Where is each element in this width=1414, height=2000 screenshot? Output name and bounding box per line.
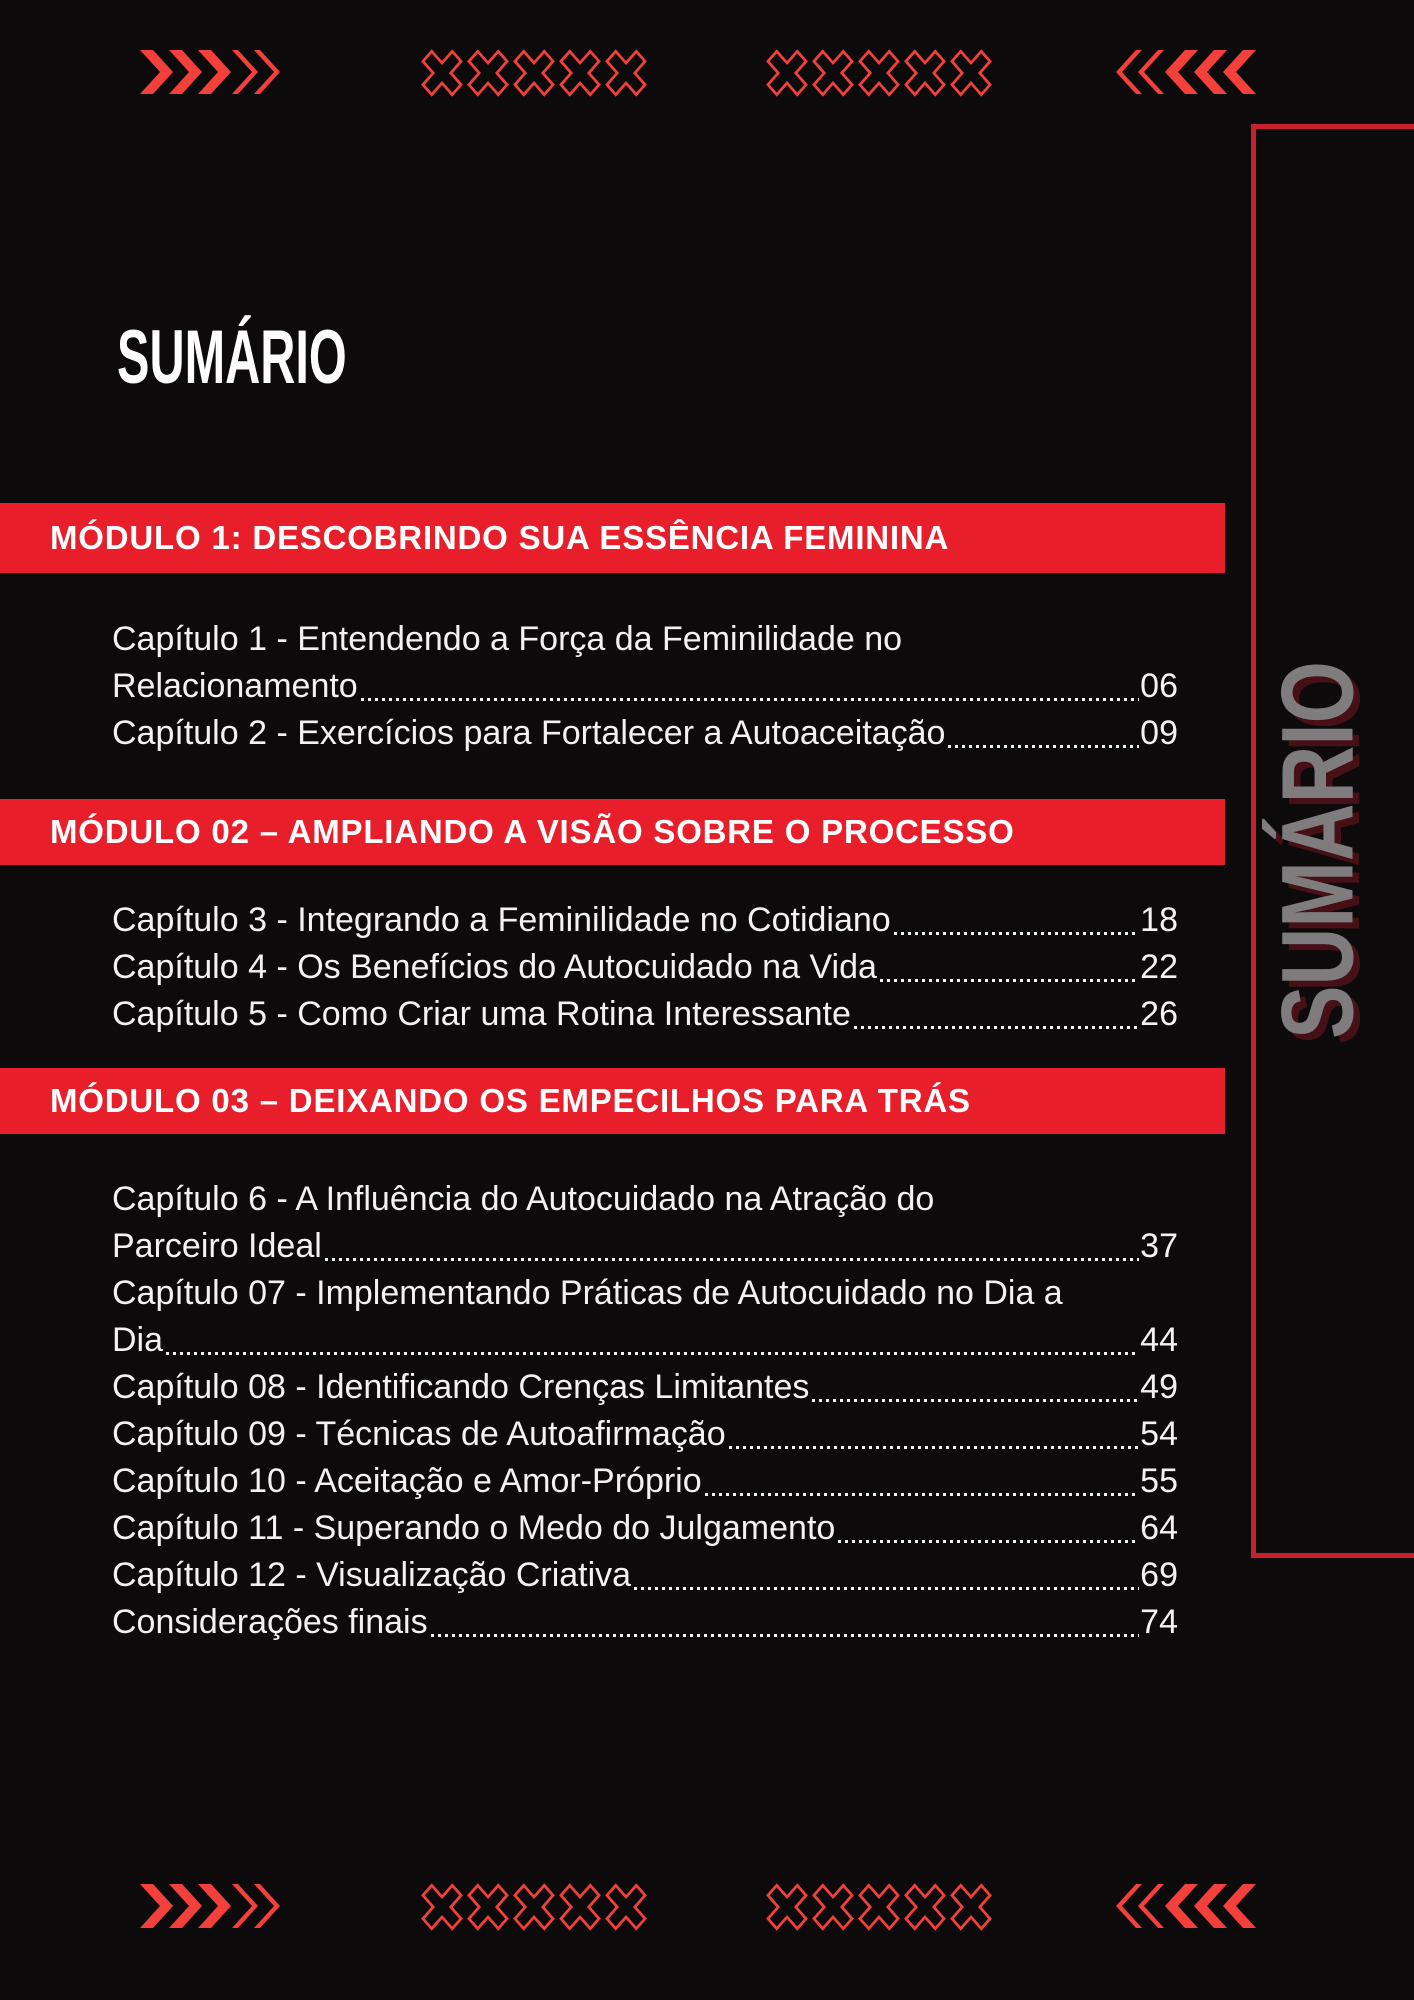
x-cross-icons	[420, 1882, 648, 1932]
page-number: 55	[1140, 1462, 1178, 1500]
module-heading-text: MÓDULO 02 – AMPLIANDO A VISÃO SOBRE O PROCESSO	[50, 813, 1015, 850]
chevrons-left-icon	[1112, 1884, 1256, 1928]
dotted-leader	[325, 1257, 1139, 1261]
toc-entry-title: Capítulo 4 - Os Benefícios do Autocuidado na Vida	[112, 948, 877, 986]
x-cross-icon	[466, 48, 510, 98]
page-number: 44	[1140, 1321, 1178, 1359]
toc-entry	[112, 1552, 1178, 1599]
dotted-leader	[880, 978, 1139, 982]
toc-entry-title: Capítulo 11 - Superando o Medo do Julgamento	[112, 1509, 836, 1547]
x-cross-icons	[420, 48, 648, 98]
dotted-leader	[166, 1351, 1139, 1355]
dotted-leader	[431, 1633, 1140, 1637]
x-cross-icon	[512, 1882, 556, 1932]
dotted-leader	[894, 931, 1139, 935]
page-number: 22	[1140, 948, 1178, 986]
x-cross-icon	[420, 1882, 464, 1932]
page-number: 49	[1140, 1368, 1178, 1406]
toc-entry	[112, 1270, 1178, 1317]
x-cross-icon	[420, 48, 464, 98]
toc-entry	[112, 1505, 1178, 1552]
toc-entry	[112, 991, 1178, 1038]
toc-block	[112, 1176, 1178, 1646]
toc-entry	[112, 663, 1178, 710]
x-cross-icon	[604, 48, 648, 98]
dotted-leader	[812, 1398, 1139, 1402]
module-heading-bar	[0, 1068, 1225, 1134]
toc-entry	[112, 710, 1178, 757]
toc-entry	[112, 1411, 1178, 1458]
toc-entry-title: Capítulo 12 - Visualização Criativa	[112, 1556, 632, 1594]
x-cross-icon	[949, 48, 993, 98]
chevrons-right-icon	[140, 50, 284, 94]
toc-entry-title: Capítulo 07 - Implementando Práticas de Autocuidado no Dia a	[112, 1274, 1063, 1312]
toc-entry	[112, 1364, 1178, 1411]
toc-entry	[112, 944, 1178, 991]
toc-entry	[112, 1223, 1178, 1270]
page-title: SUMÁRIO	[117, 315, 347, 400]
toc-entry-title: Capítulo 3 - Integrando a Feminilidade no Cotidiano	[112, 901, 891, 939]
dotted-leader	[634, 1586, 1139, 1590]
page-number: 06	[1140, 667, 1178, 705]
page-number: 18	[1140, 901, 1178, 939]
toc-entry-title: Capítulo 1 - Entendendo a Força da Feminilidade no	[112, 620, 903, 658]
dotted-leader	[838, 1539, 1139, 1543]
page-number: 54	[1140, 1415, 1178, 1453]
x-cross-icons	[765, 48, 993, 98]
x-cross-icon	[811, 48, 855, 98]
toc-entry-title: Capítulo 08 - Identificando Crenças Limitantes	[112, 1368, 810, 1406]
chevrons-left-icon	[1112, 50, 1256, 94]
toc-entry	[112, 1317, 1178, 1364]
toc-entry	[112, 1458, 1178, 1505]
page-number: 26	[1140, 995, 1178, 1033]
toc-entry-title: Parceiro Ideal	[112, 1227, 322, 1265]
dotted-leader	[705, 1492, 1140, 1496]
module-heading-text: MÓDULO 1: DESCOBRINDO SUA ESSÊNCIA FEMININA	[50, 519, 950, 556]
x-cross-icon	[558, 48, 602, 98]
page-number: 37	[1140, 1227, 1178, 1265]
toc-entry-title: Considerações finais	[112, 1603, 428, 1641]
x-cross-icon	[512, 48, 556, 98]
dotted-leader	[948, 744, 1139, 748]
page-number: 69	[1140, 1556, 1178, 1594]
x-cross-icon	[949, 1882, 993, 1932]
toc-block	[112, 897, 1178, 1038]
x-cross-icon	[903, 48, 947, 98]
toc-entry	[112, 897, 1178, 944]
toc-entry	[112, 1599, 1178, 1646]
chevrons-right-icon	[140, 1884, 284, 1928]
toc-entry	[112, 1176, 1178, 1223]
toc-entry-title: Capítulo 10 - Aceitação e Amor-Próprio	[112, 1462, 702, 1500]
sidebar-vertical-title: SUMÁRIO	[1260, 661, 1375, 1039]
toc-entry-title: Capítulo 5 - Como Criar uma Rotina Interessante	[112, 995, 851, 1033]
toc-entry-title: Capítulo 09 - Técnicas de Autoafirmação	[112, 1415, 726, 1453]
dotted-leader	[729, 1445, 1140, 1449]
dotted-leader	[361, 697, 1139, 701]
page-number: 64	[1140, 1509, 1178, 1547]
x-cross-icon	[903, 1882, 947, 1932]
toc-block	[112, 616, 1178, 757]
x-cross-icon	[765, 1882, 809, 1932]
x-cross-icon	[765, 48, 809, 98]
x-cross-icon	[811, 1882, 855, 1932]
toc-entry-title: Dia	[112, 1321, 164, 1359]
toc-entry-title: Capítulo 6 - A Influência do Autocuidado na Atração do	[112, 1180, 935, 1218]
x-cross-icon	[857, 1882, 901, 1932]
toc-entry-title: Relacionamento	[112, 667, 358, 705]
module-heading-bar	[0, 503, 1225, 573]
page-number: 74	[1140, 1603, 1178, 1641]
toc-entry-title: Capítulo 2 - Exercícios para Fortalecer a Autoaceitação	[112, 714, 946, 752]
x-cross-icons	[765, 1882, 993, 1932]
page-number: 09	[1140, 714, 1178, 752]
module-heading-bar	[0, 799, 1225, 865]
x-cross-icon	[466, 1882, 510, 1932]
x-cross-icon	[857, 48, 901, 98]
x-cross-icon	[604, 1882, 648, 1932]
module-heading-text: MÓDULO 03 – DEIXANDO OS EMPECILHOS PARA TRÁS	[50, 1082, 971, 1119]
toc-entry	[112, 616, 1178, 663]
dotted-leader	[854, 1025, 1139, 1029]
x-cross-icon	[558, 1882, 602, 1932]
